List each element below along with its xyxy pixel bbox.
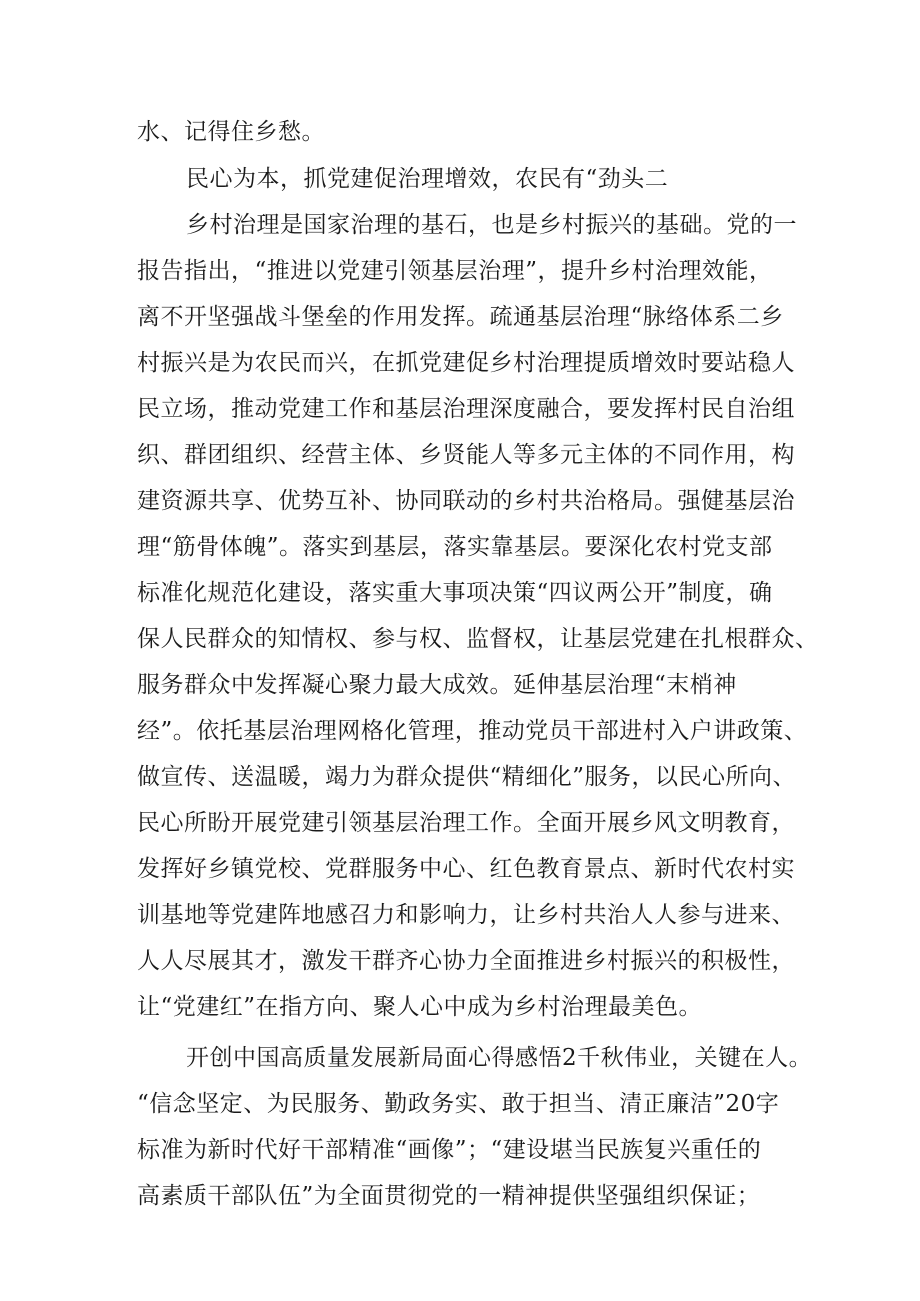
text-line: 民心所盼开展党建引领基层治理工作。全面开展乡风文明教育，	[137, 810, 795, 836]
text-line: 水、记得住乡愁。	[137, 119, 325, 145]
text-line: 发挥好乡镇党校、党群服务中心、红色教育景点、新时代农村实	[137, 856, 795, 882]
text-line: 让“党建红”在指方向、聚人心中成为乡村治理最美色。	[137, 994, 703, 1020]
text-line: “信念坚定、为民服务、勤政务实、敢于担当、清正廉洁”20字	[137, 1091, 780, 1117]
text-line: 民立场，推动党建工作和基层治理深度融合，要发挥村民自治组	[137, 396, 795, 422]
text-line: 建资源共享、优势互补、协同联动的乡村共治格局。强健基层治	[137, 488, 795, 514]
text-line: 人人尽展其才，激发干群齐心协力全面推进乡村振兴的积极性，	[137, 948, 795, 974]
text-line: 报告指出，“推进以党建引领基层治理”，提升乡村治理效能，	[137, 258, 773, 284]
text-line: 服务群众中发挥凝心聚力最大成效。延伸基层治理“末梢神	[137, 672, 737, 698]
text-line: 高素质干部队伍”为全面贯彻党的一精神提供坚强组织保证；	[137, 1183, 761, 1209]
section-heading: 民心为本，抓党建促治理增效，农民有“劲头二	[186, 166, 669, 192]
text-line: 理“筋骨体魄”。落实到基层，落实靠基层。要深化农村党支部	[137, 534, 773, 560]
text-line: 标准为新时代好干部精准“画像”；“建设堪当民族复兴重任的	[137, 1137, 762, 1163]
paragraph-first-line: 开创中国高质量发展新局面心得感悟2千秋伟业，关键在人。	[186, 1045, 813, 1071]
text-line: 做宣传、送温暖，竭力为群众提供“精细化”服务，以民心所向、	[137, 764, 797, 790]
text-line: 训基地等党建阵地感召力和影响力，让乡村共治人人参与进来、	[137, 902, 795, 928]
text-line: 经”。依托基层治理网格化管理，推动党员干部进村入户讲政策、	[137, 718, 808, 744]
paragraph-first-line: 乡村治理是国家治理的基石，也是乡村振兴的基础。党的一	[186, 212, 797, 238]
text-line: 织、群团组织、经营主体、乡贤能人等多元主体的不同作用，构	[137, 442, 795, 468]
text-line: 保人民群众的知情权、参与权、监督权，让基层党建在扎根群众、	[137, 626, 819, 652]
text-line: 标准化规范化建设，落实重大事项决策“四议两公开”制度，确	[137, 580, 773, 606]
text-line: 离不开坚强战斗堡垒的作用发挥。疏通基层治理“脉络体系二乡	[137, 304, 784, 330]
text-line: 村振兴是为农民而兴，在抓党建促乡村治理提质增效时要站稳人	[137, 350, 795, 376]
